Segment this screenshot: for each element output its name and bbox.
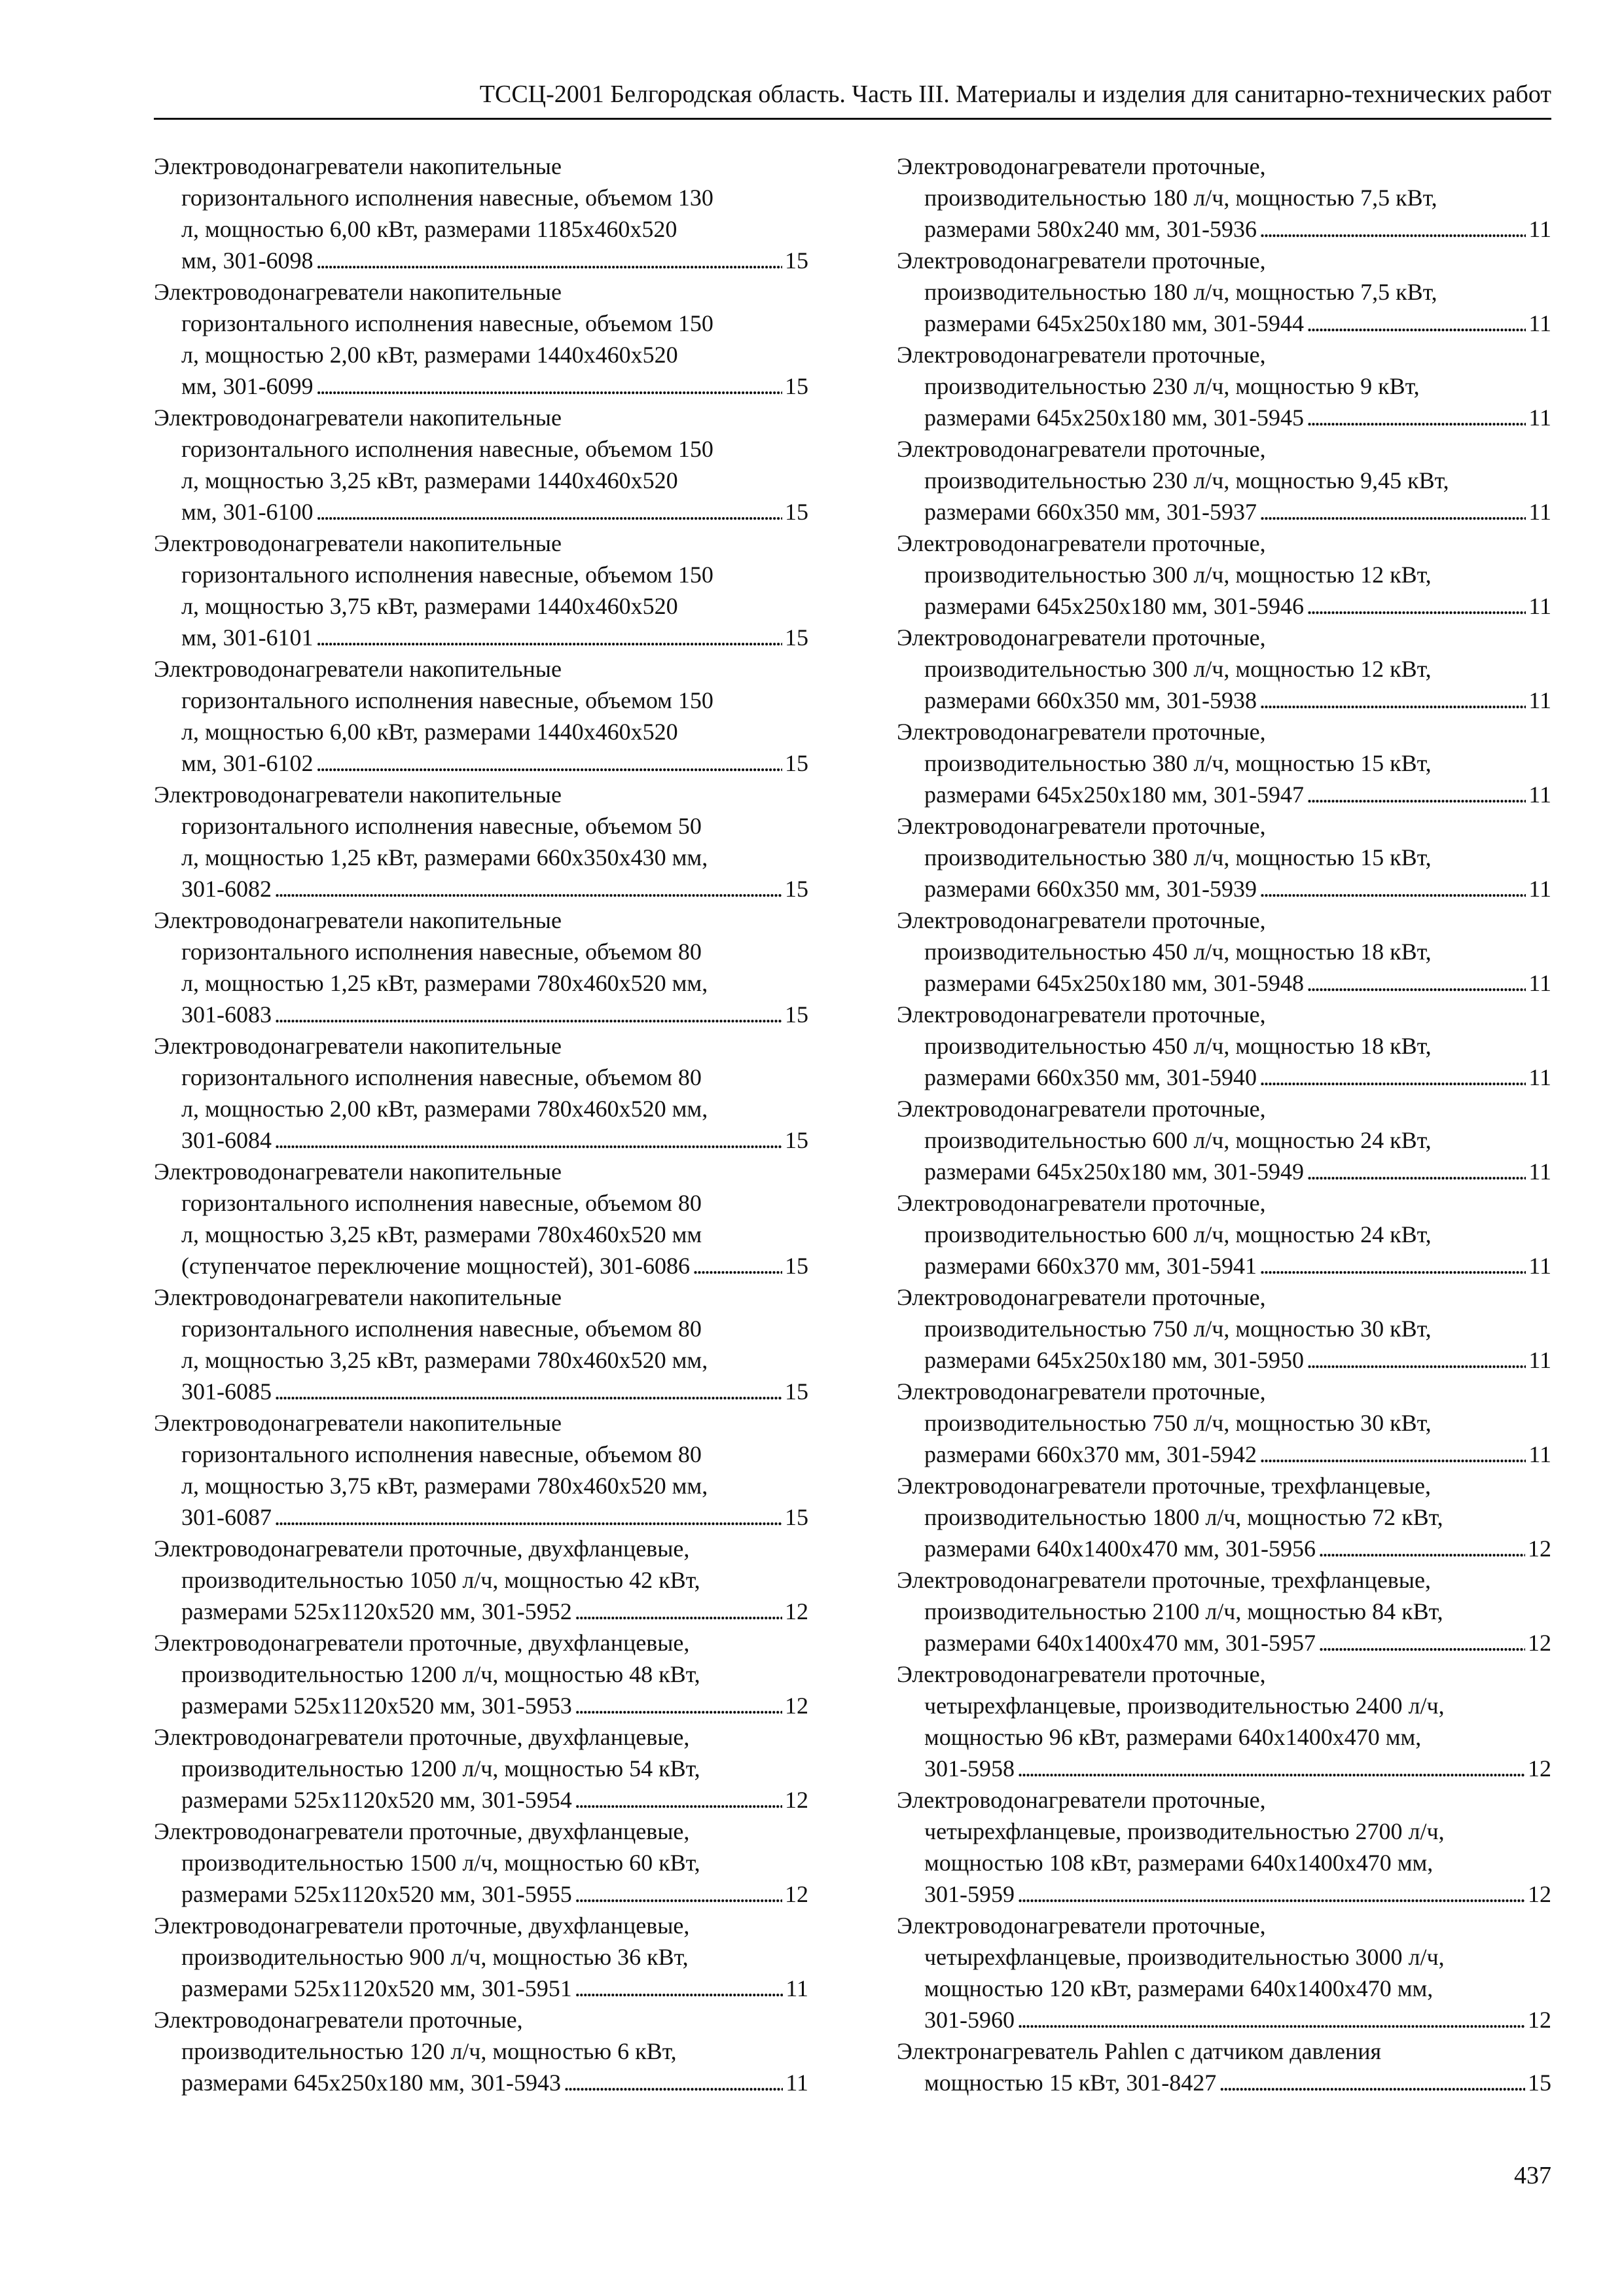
entry-text-line: л, мощностью 1,25 кВт, размерами 660x350x430 мм,: [181, 844, 708, 870]
entry-text-line: Электроводонагреватели проточные,: [897, 530, 1266, 556]
entry-text-line: горизонтального исполнения навесные, объемом 150: [181, 436, 713, 462]
entry-text-line: горизонтального исполнения навесные, объемом 50: [181, 813, 702, 839]
entry-final-line: [154, 873, 808, 905]
entry-text-line: л, мощностью 2,00 кВт, размерами 1440x460x520: [181, 342, 678, 368]
entry-code: мм, 301-6100: [181, 499, 314, 525]
entry-text-line: производительностью 1200 л/ч, мощностью 48 кВт,: [181, 1661, 700, 1687]
dot-leader: [1259, 213, 1526, 245]
entry-text-line: Электроводонагреватели проточные,: [897, 1190, 1266, 1216]
entry-text-line: производительностью 300 л/ч, мощностью 12 кВт,: [924, 656, 1432, 682]
entry-text-line: четырехфланцевые, производительностью 3000 л/ч,: [924, 1944, 1445, 1970]
entry-text-line: Электроводонагреватели проточные, двухфланцевые,: [154, 1724, 690, 1750]
entry-text-line: Электроводонагреватели проточные,: [897, 1096, 1266, 1122]
dot-leader: [1259, 1250, 1526, 1282]
index-entry: [897, 1187, 1551, 1282]
page-number: 437: [1514, 2162, 1551, 2189]
entry-text-line: производительностью 120 л/ч, мощностью 6 кВт,: [181, 2038, 677, 2064]
dot-leader: [575, 1878, 782, 1910]
entry-text-line: производительностью 1200 л/ч, мощностью 54 кВт,: [181, 1755, 700, 1782]
entry-code: 301-5958: [924, 1755, 1015, 1782]
index-entry: [154, 653, 808, 779]
entry-code: размерами 645x250x180 мм, 301-5950: [924, 1347, 1305, 1373]
entry-final-line: [154, 1376, 808, 1407]
index-entry: [154, 528, 808, 653]
entry-text-line: Электроводонагреватели проточные,: [897, 1378, 1266, 1405]
entry-text-line: горизонтального исполнения навесные, объемом 80: [181, 939, 702, 965]
entry-final-line: [897, 2067, 1551, 2098]
entry-text-line: Электроводонагреватели проточные,: [897, 1001, 1266, 1028]
entry-text-line: горизонтального исполнения навесные, объемом 80: [181, 1441, 702, 1467]
entry-page-ref: 15: [785, 247, 808, 274]
index-entry: [897, 810, 1551, 905]
dot-leader: [575, 1690, 782, 1721]
dot-leader: [1219, 2067, 1525, 2098]
dot-leader: [693, 1250, 782, 1282]
entry-final-line: [154, 370, 808, 402]
entry-text-line: л, мощностью 3,75 кВт, размерами 780x460x520 мм,: [181, 1473, 708, 1499]
index-entry: [154, 276, 808, 402]
dot-leader: [575, 1973, 784, 2004]
entry-code: размерами 525x1120x520 мм, 301-5955: [181, 1881, 572, 1907]
entry-text-line: производительностью 230 л/ч, мощностью 9,45 кВт,: [924, 467, 1449, 493]
dot-leader: [316, 370, 782, 402]
entry-page-ref: 15: [785, 1378, 808, 1405]
entry-text-line: Электроводонагреватели проточные,: [897, 719, 1266, 745]
entry-final-line: [897, 402, 1551, 433]
entry-code: размерами 645x250x180 мм, 301-5947: [924, 781, 1305, 808]
entry-text-line: горизонтального исполнения навесные, объемом 80: [181, 1190, 702, 1216]
entry-text-line: Электроводонагреватели накопительные: [154, 1158, 562, 1185]
entry-code: 301-5959: [924, 1881, 1015, 1907]
entry-page-ref: 11: [1528, 1253, 1551, 1279]
entry-text-line: Электроводонагреватели проточные,: [897, 1912, 1266, 1939]
index-entry: [897, 905, 1551, 999]
entry-text-line: Электроводонагреватели проточные,: [897, 342, 1266, 368]
entry-text-line: мощностью 108 кВт, размерами 640x1400x470 мм,: [924, 1850, 1434, 1876]
entry-page-ref: 11: [1528, 593, 1551, 619]
dot-leader: [1307, 779, 1526, 810]
index-entry: [154, 402, 808, 528]
entry-text-line: горизонтального исполнения навесные, объемом 130: [181, 185, 713, 211]
entry-final-line: [897, 1627, 1551, 1659]
entry-text-line: л, мощностью 2,00 кВт, размерами 780x460x520 мм,: [181, 1096, 708, 1122]
entry-page-ref: 11: [1528, 1158, 1551, 1185]
entry-text-line: производительностью 750 л/ч, мощностью 30 кВт,: [924, 1316, 1432, 1342]
entry-text-line: производительностью 180 л/ч, мощностью 7,5 кВт,: [924, 185, 1437, 211]
index-entry: [897, 1659, 1551, 1784]
entry-final-line: [154, 1690, 808, 1721]
entry-final-line: [154, 622, 808, 653]
entry-final-line: [897, 1439, 1551, 1470]
dot-leader: [1307, 402, 1526, 433]
entry-text-line: Электроводонагреватели проточные,: [897, 907, 1266, 933]
index-entry: [897, 1784, 1551, 1910]
entry-text-line: производительностью 1500 л/ч, мощностью 60 кВт,: [181, 1850, 700, 1876]
dot-leader: [564, 2067, 783, 2098]
entry-final-line: [154, 1124, 808, 1156]
index-entry: [154, 1816, 808, 1910]
entry-text-line: Электроводонагреватели проточные,: [897, 813, 1266, 839]
entry-page-ref: 15: [785, 499, 808, 525]
dot-leader: [274, 1124, 782, 1156]
index-entry: [154, 1030, 808, 1156]
entry-page-ref: 11: [1528, 216, 1551, 242]
dot-leader: [1307, 590, 1526, 622]
entry-page-ref: 12: [1528, 1881, 1551, 1907]
entry-code: размерами 660x370 мм, 301-5942: [924, 1441, 1257, 1467]
index-entry: [897, 1564, 1551, 1659]
entry-code: размерами 645x250x180 мм, 301-5946: [924, 593, 1305, 619]
entry-final-line: [897, 2004, 1551, 2036]
entry-page-ref: 11: [1528, 1347, 1551, 1373]
entry-text-line: мощностью 96 кВт, размерами 640x1400x470 мм,: [924, 1724, 1422, 1750]
dot-leader: [1318, 1627, 1525, 1659]
entry-text-line: Электроводонагреватели проточные, двухфланцевые,: [154, 1535, 690, 1562]
entry-text-line: четырехфланцевые, производительностью 2400 л/ч,: [924, 1693, 1445, 1719]
entry-code: мощностью 15 кВт, 301-8427: [924, 2070, 1217, 2096]
entry-page-ref: 12: [1528, 1755, 1551, 1782]
entry-page-ref: 11: [785, 2070, 808, 2096]
entry-text-line: Электроводонагреватели накопительные: [154, 1033, 562, 1059]
entry-code: размерами 660x370 мм, 301-5941: [924, 1253, 1257, 1279]
entry-page-ref: 11: [785, 1975, 808, 2001]
index-entry: [897, 622, 1551, 716]
entry-final-line: [897, 1156, 1551, 1187]
index-entry: [897, 1376, 1551, 1470]
entry-text-line: мощностью 120 кВт, размерами 640x1400x470 мм,: [924, 1975, 1434, 2001]
entry-text-line: л, мощностью 3,25 кВт, размерами 780x460x520 мм: [181, 1221, 702, 1247]
dot-leader: [1259, 873, 1526, 905]
index-entry: [154, 1156, 808, 1282]
entry-code: размерами 660x350 мм, 301-5937: [924, 499, 1257, 525]
entry-text-line: производительностью 2100 л/ч, мощностью 84 кВт,: [924, 1598, 1443, 1624]
entry-text-line: производительностью 600 л/ч, мощностью 24 кВт,: [924, 1127, 1432, 1153]
running-header: ТССЦ-2001 Белгородская область. Часть III. Материалы и изделия для санитарно-технических работ: [154, 77, 1551, 120]
index-entry: [154, 1407, 808, 1533]
entry-final-line: [897, 685, 1551, 716]
entry-code: размерами 640x1400x470 мм, 301-5956: [924, 1535, 1316, 1562]
entry-final-line: [897, 967, 1551, 999]
entry-code: 301-6085: [181, 1378, 272, 1405]
entry-page-ref: 11: [1528, 781, 1551, 808]
index-entry: [897, 1282, 1551, 1376]
entry-final-line: [154, 747, 808, 779]
entry-text-line: производительностью 600 л/ч, мощностью 24 кВт,: [924, 1221, 1432, 1247]
entry-code: 301-6083: [181, 1001, 272, 1028]
entry-text-line: Электроводонагреватели накопительные: [154, 781, 562, 808]
dot-leader: [1259, 1062, 1526, 1093]
entry-text-line: Электроводонагреватели проточные, трехфланцевые,: [897, 1567, 1431, 1593]
entry-text-line: Электроводонагреватели проточные,: [897, 1661, 1266, 1687]
entry-page-ref: 12: [785, 1693, 808, 1719]
index-entry: [897, 1910, 1551, 2036]
entry-text-line: Электроводонагреватели проточные,: [897, 247, 1266, 274]
entry-final-line: [154, 999, 808, 1030]
index-entry: [154, 905, 808, 1030]
entry-text-line: горизонтального исполнения навесные, объемом 150: [181, 687, 713, 713]
entry-text-line: горизонтального исполнения навесные, объемом 80: [181, 1316, 702, 1342]
entry-code: размерами 525x1120x520 мм, 301-5953: [181, 1693, 572, 1719]
index-column-right: [897, 151, 1551, 2098]
entry-text-line: Электроводонагреватели проточные,: [897, 153, 1266, 179]
entry-code: 301-6084: [181, 1127, 272, 1153]
entry-code: размерами 645x250x180 мм, 301-5949: [924, 1158, 1305, 1185]
index-entry: [897, 1470, 1551, 1564]
dot-leader: [1017, 1878, 1525, 1910]
index-column-left: [154, 151, 808, 2098]
dot-leader: [1017, 1753, 1525, 1784]
entry-code: размерами 645x250x180 мм, 301-5944: [924, 310, 1305, 336]
entry-page-ref: 15: [1528, 2070, 1551, 2096]
dot-leader: [1307, 308, 1526, 339]
index-entry: [154, 151, 808, 276]
entry-text-line: Электроводонагреватели накопительные: [154, 656, 562, 682]
entry-text-line: производительностью 450 л/ч, мощностью 18 кВт,: [924, 1033, 1432, 1059]
entry-text-line: производительностью 380 л/ч, мощностью 15 кВт,: [924, 844, 1432, 870]
dot-leader: [316, 747, 782, 779]
entry-text-line: Электроводонагреватели проточные,: [897, 1787, 1266, 1813]
entry-text-line: л, мощностью 1,25 кВт, размерами 780x460x520 мм,: [181, 970, 708, 996]
entry-code: размерами 640x1400x470 мм, 301-5957: [924, 1630, 1316, 1656]
entry-text-line: производительностью 230 л/ч, мощностью 9 кВт,: [924, 373, 1420, 399]
index-entry: [897, 716, 1551, 810]
entry-code: 301-5960: [924, 2007, 1015, 2033]
entry-page-ref: 15: [785, 624, 808, 651]
entry-final-line: [897, 1878, 1551, 1910]
entry-text-line: Электроводонагреватели проточные, двухфланцевые,: [154, 1912, 690, 1939]
dot-leader: [274, 1376, 782, 1407]
entry-text-line: л, мощностью 3,25 кВт, размерами 1440x460x520: [181, 467, 678, 493]
entry-final-line: [897, 1344, 1551, 1376]
dot-leader: [1259, 1439, 1526, 1470]
entry-page-ref: 12: [785, 1598, 808, 1624]
entry-page-ref: 12: [1528, 1535, 1551, 1562]
index-entry: [897, 245, 1551, 339]
entry-final-line: [154, 1973, 808, 2004]
index-entry: [154, 779, 808, 905]
dot-leader: [316, 622, 782, 653]
entry-text-line: производительностью 750 л/ч, мощностью 30 кВт,: [924, 1410, 1432, 1436]
entry-text-line: Электроводонагреватели проточные, трехфланцевые,: [897, 1473, 1431, 1499]
dot-leader: [274, 1501, 782, 1533]
entry-text-line: л, мощностью 6,00 кВт, размерами 1440x460x520: [181, 719, 678, 745]
dot-leader: [1307, 967, 1526, 999]
entry-code: мм, 301-6101: [181, 624, 314, 651]
entry-final-line: [897, 873, 1551, 905]
entry-page-ref: 12: [785, 1881, 808, 1907]
entry-final-line: [897, 213, 1551, 245]
entry-code: размерами 660x350 мм, 301-5938: [924, 687, 1257, 713]
entry-text-line: производительностью 180 л/ч, мощностью 7,5 кВт,: [924, 279, 1437, 305]
entry-page-ref: 15: [785, 1253, 808, 1279]
index-entry: [897, 528, 1551, 622]
entry-page-ref: 12: [1528, 2007, 1551, 2033]
entry-page-ref: 11: [1528, 687, 1551, 713]
entry-final-line: [897, 1533, 1551, 1564]
dot-leader: [274, 999, 782, 1030]
entry-text-line: Электроводонагреватели накопительные: [154, 1410, 562, 1436]
entry-text-line: производительностью 1800 л/ч, мощностью 72 кВт,: [924, 1504, 1443, 1530]
dot-leader: [1017, 2004, 1525, 2036]
entry-final-line: [154, 1250, 808, 1282]
entry-code: размерами 525x1120x520 мм, 301-5951: [181, 1975, 572, 2001]
dot-leader: [274, 873, 782, 905]
entry-final-line: [154, 1501, 808, 1533]
entry-text-line: Электроводонагреватели проточные, двухфланцевые,: [154, 1630, 690, 1656]
entry-page-ref: 15: [785, 1127, 808, 1153]
entry-code: мм, 301-6099: [181, 373, 314, 399]
index-entry: [154, 1910, 808, 2004]
entry-text-line: Электроводонагреватели накопительные: [154, 1284, 562, 1310]
entry-final-line: [154, 2067, 808, 2098]
entry-code: 301-6087: [181, 1504, 272, 1530]
entry-page-ref: 15: [785, 876, 808, 902]
entry-code: размерами 660x350 мм, 301-5939: [924, 876, 1257, 902]
entry-text-line: Электроводонагреватели накопительные: [154, 153, 562, 179]
entry-page-ref: 12: [785, 1787, 808, 1813]
entry-final-line: [897, 1250, 1551, 1282]
entry-text-line: четырехфланцевые, производительностью 2700 л/ч,: [924, 1818, 1445, 1844]
index-entry: [897, 2036, 1551, 2098]
dot-leader: [1307, 1344, 1526, 1376]
entry-code: мм, 301-6102: [181, 750, 314, 776]
entry-page-ref: 11: [1528, 404, 1551, 431]
index-entry: [897, 433, 1551, 528]
entry-final-line: [897, 590, 1551, 622]
entry-text-line: производительностью 1050 л/ч, мощностью 42 кВт,: [181, 1567, 700, 1593]
entry-page-ref: 11: [1528, 1064, 1551, 1090]
entry-text-line: производительностью 900 л/ч, мощностью 36 кВт,: [181, 1944, 689, 1970]
entry-text-line: Электроводонагреватели проточные,: [897, 1284, 1266, 1310]
entry-text-line: производительностью 380 л/ч, мощностью 15 кВт,: [924, 750, 1432, 776]
entry-text-line: Электроводонагреватели накопительные: [154, 279, 562, 305]
entry-final-line: [154, 1878, 808, 1910]
entry-code: мм, 301-6098: [181, 247, 314, 274]
entry-page-ref: 11: [1528, 1441, 1551, 1467]
entry-text-line: Электроводонагреватели накопительные: [154, 404, 562, 431]
entry-code: 301-6082: [181, 876, 272, 902]
entry-final-line: [154, 245, 808, 276]
entry-text-line: Электроводонагреватели проточные,: [897, 436, 1266, 462]
entry-final-line: [897, 779, 1551, 810]
entry-text-line: Электроводонагреватели проточные,: [897, 624, 1266, 651]
entry-page-ref: 15: [785, 1504, 808, 1530]
entry-page-ref: 15: [785, 373, 808, 399]
entry-text-line: производительностью 450 л/ч, мощностью 18 кВт,: [924, 939, 1432, 965]
dot-leader: [1259, 685, 1526, 716]
entry-final-line: [897, 308, 1551, 339]
entry-final-line: [154, 1596, 808, 1627]
entry-final-line: [154, 1784, 808, 1816]
entry-code: размерами 645x250x180 мм, 301-5948: [924, 970, 1305, 996]
entry-text-line: горизонтального исполнения навесные, объемом 80: [181, 1064, 702, 1090]
entry-text-line: горизонтального исполнения навесные, объемом 150: [181, 562, 713, 588]
entry-code: размерами 645x250x180 мм, 301-5943: [181, 2070, 562, 2096]
dot-leader: [316, 245, 782, 276]
index-entry: [154, 2004, 808, 2098]
entry-text-line: Электроводонагреватели накопительные: [154, 907, 562, 933]
index-entry: [897, 1093, 1551, 1187]
entry-page-ref: 11: [1528, 499, 1551, 525]
index-entry: [897, 999, 1551, 1093]
entry-code: размерами 580x240 мм, 301-5936: [924, 216, 1257, 242]
entry-final-line: [154, 496, 808, 528]
entry-code: размерами 660x350 мм, 301-5940: [924, 1064, 1257, 1090]
dot-leader: [575, 1784, 782, 1816]
entry-page-ref: 11: [1528, 310, 1551, 336]
entry-text-line: л, мощностью 3,75 кВт, размерами 1440x460x520: [181, 593, 678, 619]
entry-code: размерами 645x250x180 мм, 301-5945: [924, 404, 1305, 431]
dot-leader: [1318, 1533, 1525, 1564]
dot-leader: [316, 496, 782, 528]
entry-text-line: Электроводонагреватели проточные,: [154, 2007, 523, 2033]
entry-page-ref: 11: [1528, 970, 1551, 996]
entry-text-line: Электронагреватель Pahlen с датчиком давления: [897, 2038, 1382, 2064]
entry-text-line: Электроводонагреватели накопительные: [154, 530, 562, 556]
entry-code: размерами 525x1120x520 мм, 301-5954: [181, 1787, 572, 1813]
entry-page-ref: 11: [1528, 876, 1551, 902]
index-entry: [154, 1533, 808, 1627]
entry-text-line: горизонтального исполнения навесные, объемом 150: [181, 310, 713, 336]
entry-final-line: [897, 1062, 1551, 1093]
index-entry: [897, 151, 1551, 245]
entry-code: (ступенчатое переключение мощностей), 301-6086: [181, 1253, 690, 1279]
index-entry: [154, 1627, 808, 1721]
entry-final-line: [897, 496, 1551, 528]
index-entry: [897, 339, 1551, 433]
entry-text-line: производительностью 300 л/ч, мощностью 12 кВт,: [924, 562, 1432, 588]
dot-leader: [1259, 496, 1526, 528]
entry-page-ref: 15: [785, 750, 808, 776]
index-entry: [154, 1282, 808, 1407]
entry-page-ref: 12: [1528, 1630, 1551, 1656]
entry-final-line: [897, 1753, 1551, 1784]
index-entry: [154, 1721, 808, 1816]
entry-text-line: л, мощностью 3,25 кВт, размерами 780x460x520 мм,: [181, 1347, 708, 1373]
entry-code: размерами 525x1120x520 мм, 301-5952: [181, 1598, 572, 1624]
entry-text-line: Электроводонагреватели проточные, двухфланцевые,: [154, 1818, 690, 1844]
entry-text-line: л, мощностью 6,00 кВт, размерами 1185x460x520: [181, 216, 677, 242]
dot-leader: [575, 1596, 782, 1627]
dot-leader: [1307, 1156, 1526, 1187]
entry-page-ref: 15: [785, 1001, 808, 1028]
